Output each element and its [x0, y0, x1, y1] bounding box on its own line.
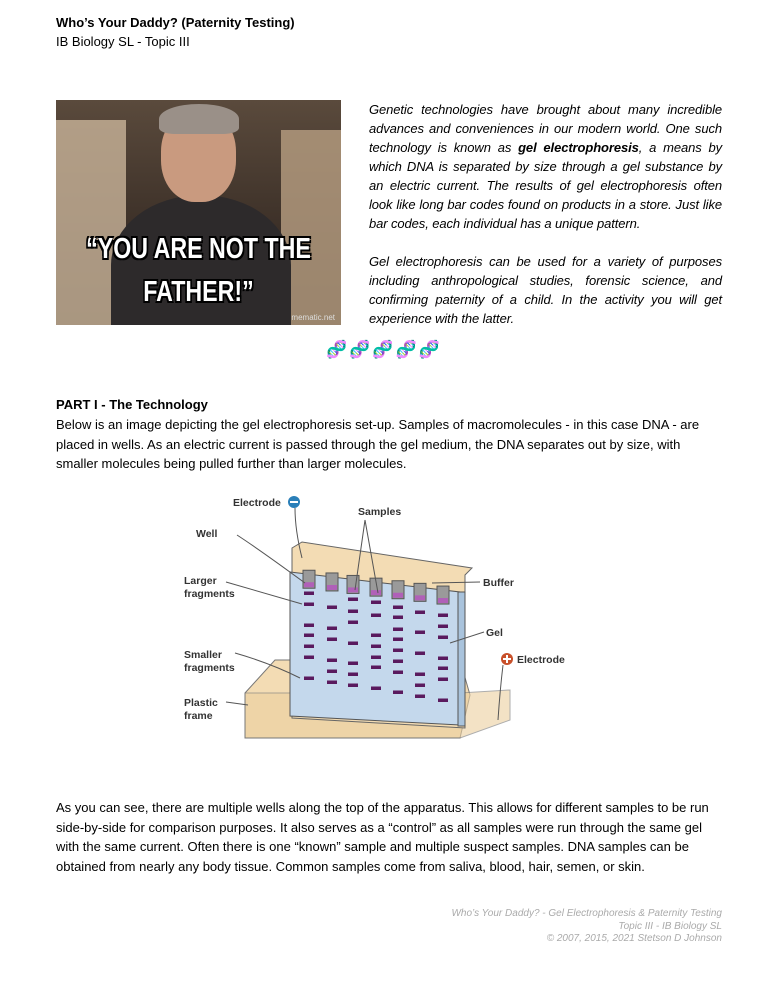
dna-band	[327, 638, 337, 642]
document-title: Who’s Your Daddy? (Paternity Testing)	[56, 15, 295, 30]
dna-band	[371, 666, 381, 670]
dna-band	[348, 673, 358, 677]
intro-text	[369, 100, 722, 347]
dna-band	[415, 631, 425, 635]
label-electrode-positive: Electrode	[517, 654, 565, 666]
dna-band	[438, 699, 448, 703]
meme-watermark: mematic.net	[291, 313, 335, 322]
dna-band	[371, 601, 381, 605]
intro-text-b: , a means by which DNA is separated by size through a gel substance by an electric current. The results of gel electrophoresis often look like long bar codes found on products in a store. Just like bar codes, each individual has a unique pattern.	[369, 140, 722, 231]
dna-band	[327, 681, 337, 685]
label-well: Well	[196, 528, 218, 540]
dna-band	[371, 645, 381, 649]
dna-emoji-divider: 🧬🧬🧬🧬🧬	[326, 340, 442, 359]
dna-band	[393, 616, 403, 620]
label-samples: Samples	[358, 506, 402, 518]
document-subtitle: IB Biology SL - Topic III	[56, 34, 190, 49]
sample-in-well	[438, 598, 448, 603]
dna-band	[393, 649, 403, 653]
meme-caption-line2: FATHER!”	[143, 276, 254, 308]
dna-band	[304, 624, 314, 628]
label-plastic-1: Plastic	[184, 697, 218, 709]
label-plastic-2: frame	[184, 710, 213, 722]
dna-band	[348, 621, 358, 625]
dna-band	[415, 684, 425, 688]
intro-bold-term: gel electrophoresis	[518, 140, 639, 155]
dna-band	[438, 678, 448, 682]
section-heading: PART I - The Technology	[56, 397, 208, 412]
dna-band	[327, 627, 337, 631]
dna-band	[415, 611, 425, 615]
section-paragraph-1: Below is an image depicting the gel electrophoresis set-up. Samples of macromolecules - in this case DNA - are placed in wells. As an electric current is passed through the gel medium, the DNA separates out by size, with smaller molecules being pulled further than larger molecules.	[56, 417, 700, 471]
gel-electrophoresis-diagram	[170, 480, 590, 750]
dna-band	[371, 656, 381, 660]
label-smaller-1: Smaller	[184, 649, 222, 661]
label-larger-1: Larger	[184, 575, 217, 587]
dna-band	[304, 634, 314, 638]
dna-band	[327, 606, 337, 610]
dna-band	[438, 657, 448, 661]
dna-band	[438, 667, 448, 671]
dna-band	[438, 625, 448, 629]
sample-in-well	[415, 595, 425, 600]
dna-band	[304, 677, 314, 681]
sample-in-well	[393, 593, 403, 598]
dna-band	[438, 636, 448, 640]
sample-in-well	[371, 590, 381, 595]
section-paragraph-2: As you can see, there are multiple wells along the top of the apparatus. This allows for different samples to be run side-by-side for comparison purposes. It also serves as a “control” as all samples were run through the same gel with the same current. Often there is one “known” sample and multiple suspect samples. DNA samples can be obtained from nearly any body tissue. Common samples come from saliva, blood, hair, semen, or skin.	[56, 800, 709, 874]
footer	[400, 908, 722, 946]
dna-band	[348, 662, 358, 666]
dna-band	[348, 684, 358, 688]
intro-paragraph-2: Gel electrophoresis can be used for a variety of purposes including anthropological studies, forensic science, and confirming paternity of a child. In the activity you will get experience with the latter.	[369, 254, 722, 326]
person-hair	[159, 104, 239, 134]
dna-band	[327, 670, 337, 674]
sample-in-well	[348, 587, 358, 592]
dna-band	[393, 606, 403, 610]
dna-band	[327, 659, 337, 663]
dna-band	[348, 598, 358, 602]
dna-band	[348, 642, 358, 646]
label-smaller-2: fragments	[184, 662, 235, 674]
dna-band	[304, 656, 314, 660]
gel-side	[458, 592, 465, 726]
dna-band	[371, 634, 381, 638]
dna-band	[304, 645, 314, 649]
dna-band	[348, 610, 358, 614]
dna-band	[393, 628, 403, 632]
meme-image	[56, 100, 341, 325]
footer-line-1: Who’s Your Daddy? - Gel Electrophoresis & Paternity Testing	[451, 908, 722, 919]
dna-band	[415, 673, 425, 677]
sample-in-well	[304, 582, 314, 587]
dna-band	[393, 671, 403, 675]
label-gel: Gel	[486, 627, 503, 639]
dna-band	[393, 660, 403, 664]
dna-band	[393, 691, 403, 695]
dna-band	[415, 652, 425, 656]
minus-sign	[290, 501, 298, 503]
dna-band	[438, 614, 448, 618]
intro-paragraph-1	[369, 100, 722, 233]
dna-band	[415, 695, 425, 699]
dna-band	[393, 638, 403, 642]
footer-line-2: Topic III - IB Biology SL	[618, 920, 722, 932]
label-electrode-negative: Electrode	[233, 497, 281, 509]
dna-band	[371, 614, 381, 618]
dna-band	[304, 592, 314, 596]
dna-band	[304, 603, 314, 607]
meme-caption-line1: “YOU ARE NOT THE	[86, 233, 311, 265]
dna-band	[371, 687, 381, 691]
label-larger-2: fragments	[184, 588, 235, 600]
footer-line-3: © 2007, 2015, 2021 Stetson D Johnson	[546, 933, 722, 944]
intro-text-a: Genetic technologies have brought about many incredible advances and conveniences in our modern world. One such technology is known as	[369, 102, 722, 155]
label-buffer: Buffer	[483, 577, 514, 589]
sample-in-well	[327, 585, 337, 590]
